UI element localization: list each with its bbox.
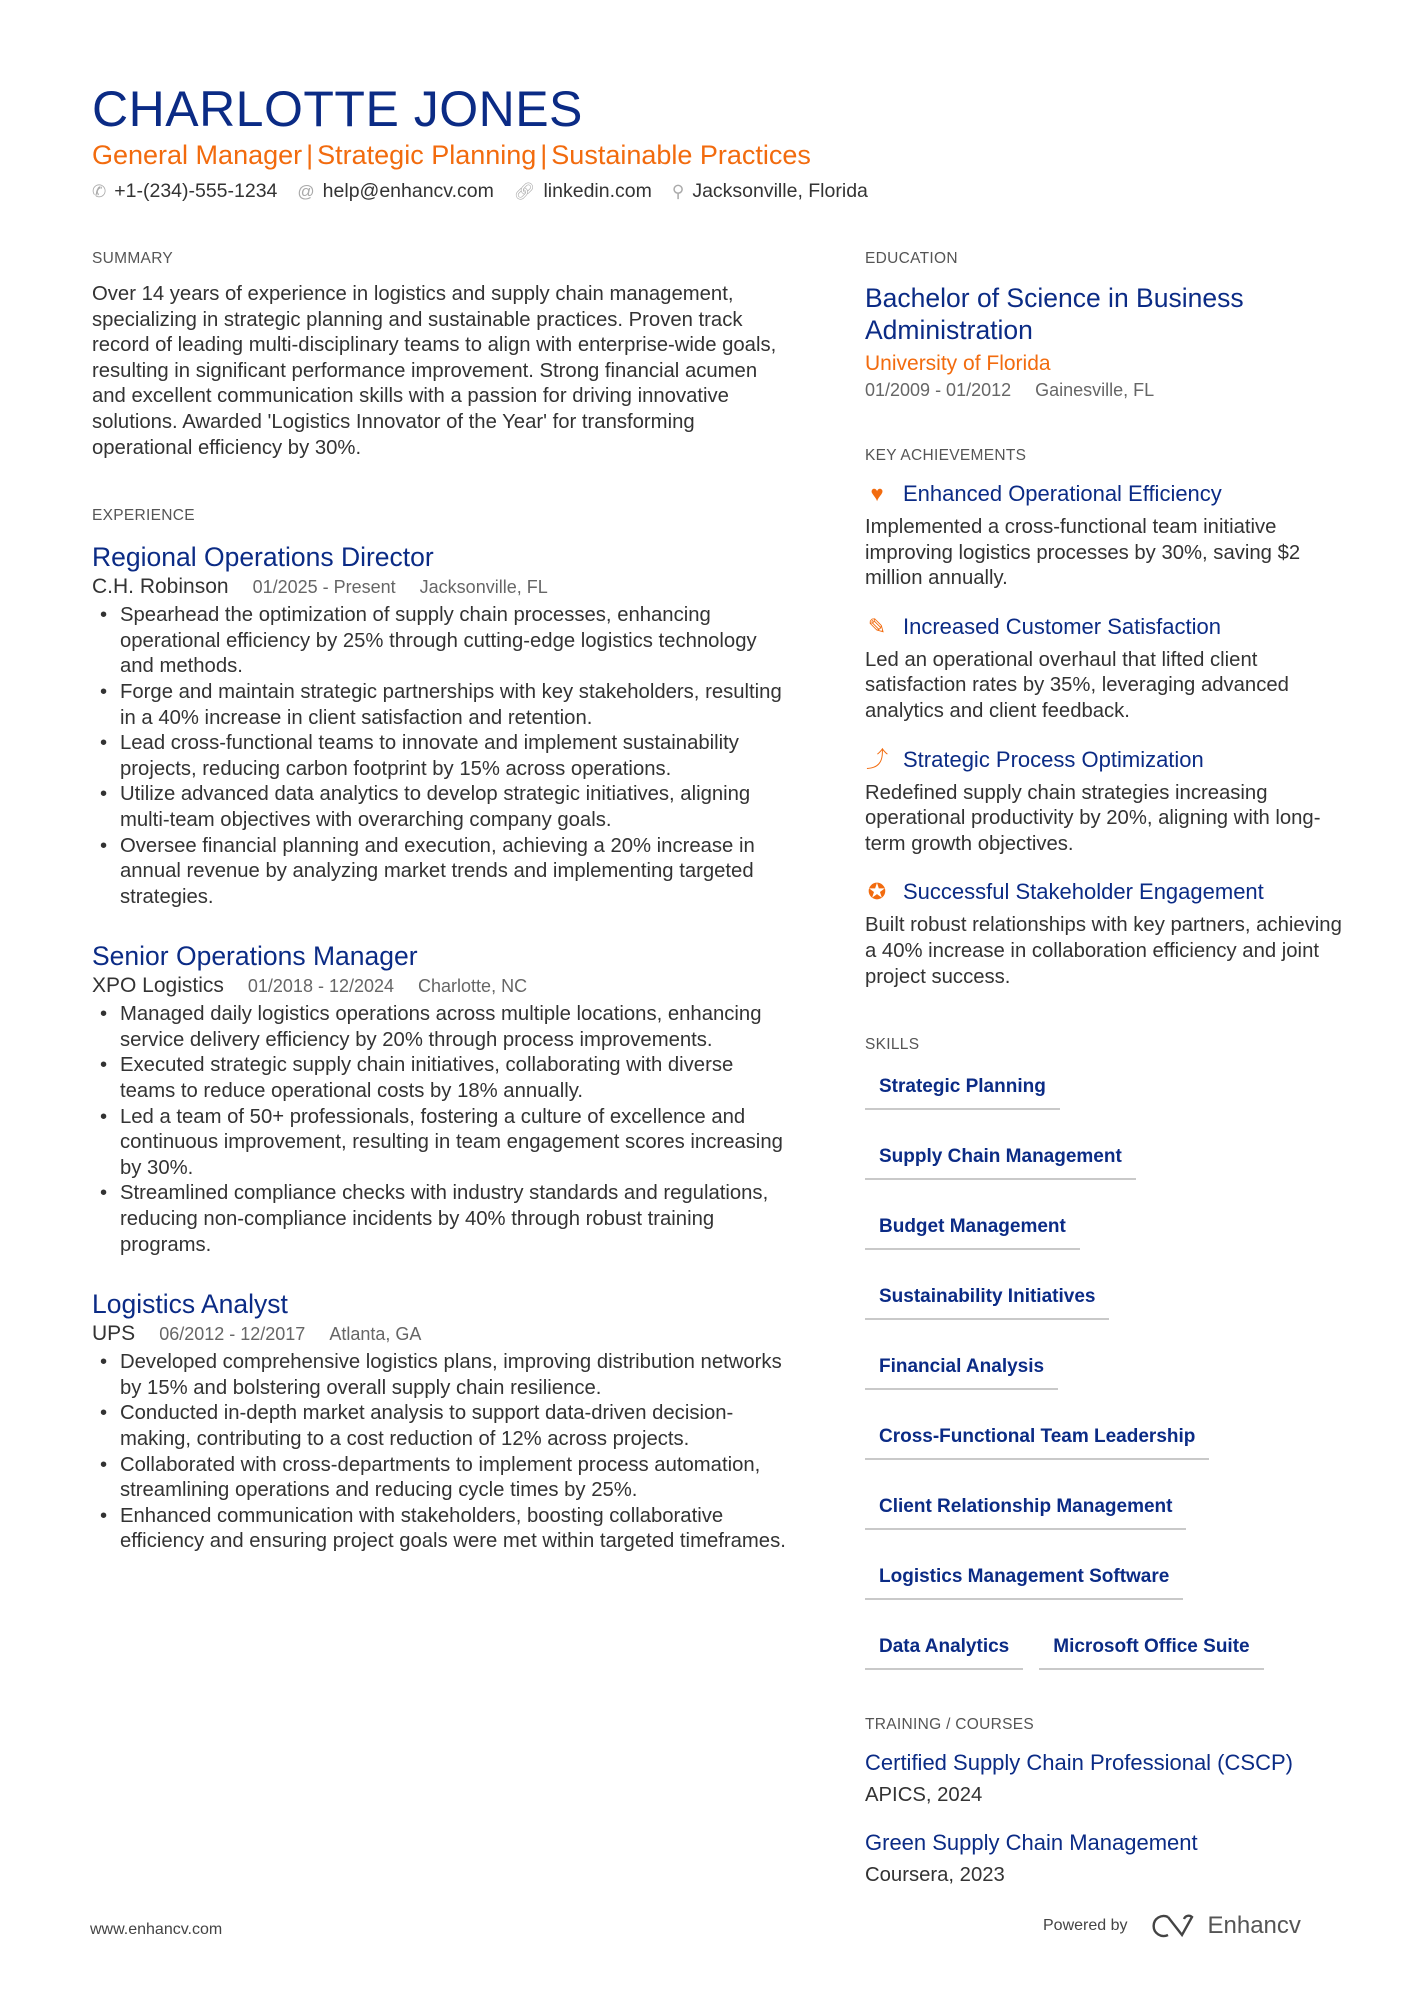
- left-column: [92, 250, 792, 1555]
- company: C.H. Robinson: [92, 575, 229, 599]
- link-icon: 🔗︎: [513, 181, 536, 201]
- magic-wand-icon: ✎: [867, 613, 887, 639]
- section-label: KEY ACHIEVEMENTS: [865, 447, 1027, 464]
- separator: |: [540, 140, 548, 170]
- bullet: • Lead cross-functional teams to innovate and implement sustainability projects, reducing carbon footprint by 15% across operations.: [92, 731, 792, 782]
- course-title: Certified Supply Chain Professional (CSCP): [865, 1750, 1293, 1776]
- linkedin-link[interactable]: linkedin.com: [543, 180, 652, 202]
- location-pin-icon: ⚲: [671, 181, 685, 201]
- location: Jacksonville, Florida: [692, 180, 868, 202]
- job-entry: [92, 940, 792, 1258]
- achievement-text: Led an operational overhaul that lifted client satisfaction rates by 35%, leveraging advanced analytics and client feedback.: [865, 648, 1289, 722]
- bullet: • Developed comprehensive logistics plans, improving distribution networks by 15% and bolstering overall supply chain resilience.: [92, 1350, 792, 1401]
- bullet: • Oversee financial planning and execution, achieving a 20% increase in annual revenue by analyzing market trends and implementing targeted strategies.: [92, 834, 792, 911]
- job-location: Jacksonville, FL: [419, 577, 548, 598]
- achievement: [865, 612, 1345, 725]
- bullet: • Managed daily logistics operations across multiple locations, enhancing service delivery efficiency by 20% through process improvements.: [92, 1002, 792, 1053]
- course-title: Green Supply Chain Management: [865, 1830, 1198, 1856]
- job-location: Atlanta, GA: [329, 1324, 422, 1345]
- school: University of Florida: [865, 352, 1051, 375]
- at-icon: @: [297, 181, 315, 201]
- phone[interactable]: +1-(234)-555-1234: [114, 180, 278, 202]
- achievement-title: Enhanced Operational Efficiency: [903, 481, 1222, 506]
- bullet: • Led a team of 50+ professionals, fostering a culture of excellence and continuous improvement, resulting in team engagement scores increasing by 30%.: [92, 1105, 792, 1182]
- bullet: • Collaborated with cross-departments to implement process automation, streamlining operations and reducing cycle times by 25%.: [92, 1453, 792, 1504]
- dates: 01/2025 - Present: [252, 577, 396, 598]
- brand-name: Enhancv: [1207, 1912, 1301, 1939]
- dates: 06/2012 - 12/2017: [159, 1324, 306, 1345]
- training-section: [865, 1716, 1345, 1890]
- footer-powered-by: [1043, 1912, 1301, 1940]
- achievements-section: [865, 447, 1345, 990]
- company: UPS: [92, 1322, 136, 1346]
- skill-tag: Financial Analysis: [865, 1348, 1058, 1390]
- degree: Bachelor of Science in Business Administration: [865, 283, 1244, 345]
- achievement-text: Built robust relationships with key partners, achieving a 40% increase in collaboration efficiency and joint project success.: [865, 914, 1342, 988]
- job-entry: [92, 541, 792, 910]
- award-icon: ✪: [867, 879, 887, 905]
- course: [865, 1748, 1345, 1810]
- achievement-title: Increased Customer Satisfaction: [903, 613, 1221, 639]
- job-entry: [92, 1288, 792, 1555]
- achievement: [865, 877, 1345, 990]
- achievement: [865, 745, 1345, 858]
- skill-tag: Strategic Planning: [865, 1068, 1060, 1110]
- bullet: • Spearhead the optimization of supply chain processes, enhancing operational efficiency by 25% through cutting-edge logistics technology and methods.: [92, 603, 792, 680]
- candidate-name: CHARLOTTE JONES: [92, 81, 583, 137]
- summary-text: Over 14 years of experience in logistics and supply chain management, specializing in strategic planning and sustainable practices. Proven track record of leading multi-disciplinary teams to align with enterprise-wide goals, resulting in significant performance improvement. Strong financial acumen and excellent communication skills with a passion for driving innovative solutions. Awarded 'Logistics Innovator of the Year' for transforming operational efficiency by 30%.: [92, 283, 777, 459]
- section-label: EDUCATION: [865, 250, 958, 267]
- right-column: [865, 250, 1345, 1890]
- skill-tag: Client Relationship Management: [865, 1488, 1186, 1530]
- headline-part: Sustainable Practices: [551, 140, 811, 170]
- bullet: • Streamlined compliance checks with industry standards and regulations, reducing non-compliance incidents by 40% through robust training programs.: [92, 1181, 792, 1258]
- skill-tag: Sustainability Initiatives: [865, 1278, 1109, 1320]
- job-title: Regional Operations Director: [92, 542, 434, 573]
- skill-tag: Logistics Management Software: [865, 1558, 1183, 1600]
- edu-location: Gainesville, FL: [1035, 380, 1155, 400]
- separator: |: [306, 140, 314, 170]
- strategy-icon: ⤴: [865, 746, 888, 772]
- skills-section: [865, 1036, 1345, 1670]
- skill-tag: Supply Chain Management: [865, 1138, 1136, 1180]
- heart-icon: ♥: [870, 481, 884, 506]
- achievement-title: Successful Stakeholder Engagement: [903, 879, 1264, 905]
- candidate-headline: [92, 140, 811, 171]
- bullet: • Conducted in-depth market analysis to support data-driven decision-making, contributing to a cost reduction of 12% across projects.: [92, 1401, 792, 1452]
- education-section: [865, 250, 1345, 401]
- footer-website[interactable]: www.enhancv.com: [90, 1921, 223, 1938]
- bullet: • Forge and maintain strategic partnerships with key stakeholders, resulting in a 40% increase in client satisfaction and retention.: [92, 680, 792, 731]
- headline-part: General Manager: [92, 140, 303, 170]
- course: [865, 1828, 1345, 1890]
- section-label: EXPERIENCE: [92, 507, 195, 525]
- headline-part: Strategic Planning: [317, 140, 537, 170]
- skill-tag: Cross-Functional Team Leadership: [865, 1418, 1209, 1460]
- bullet: • Utilize advanced data analytics to develop strategic initiatives, aligning multi-team objectives with overarching company goals.: [92, 782, 792, 833]
- section-label: SKILLS: [865, 1036, 920, 1054]
- contact-info: [92, 180, 868, 203]
- enhancv-logo-icon: [1152, 1913, 1198, 1939]
- skill-tag: Microsoft Office Suite: [1039, 1628, 1263, 1670]
- company: XPO Logistics: [92, 974, 224, 998]
- section-label: TRAINING / COURSES: [865, 1716, 1035, 1734]
- bullet: • Enhanced communication with stakeholders, boosting collaborative efficiency and ensuring project goals were met within targeted timeframes.: [92, 1504, 792, 1555]
- achievement-text: Implemented a cross-functional team initiative improving logistics processes by 30%, saving $2 million annually.: [865, 516, 1301, 590]
- dates: 01/2018 - 12/2024: [247, 976, 395, 997]
- course-provider: Coursera, 2023: [865, 1864, 1005, 1887]
- skill-tag: Budget Management: [865, 1208, 1080, 1250]
- enhancv-logo[interactable]: [1152, 1912, 1301, 1940]
- achievement-text: Redefined supply chain strategies increasing operational productivity by 20%, aligning with long-term growth objectives.: [865, 781, 1321, 855]
- job-title: Logistics Analyst: [92, 1289, 288, 1320]
- powered-by-label: Powered by: [1043, 1917, 1128, 1934]
- achievement-title: Strategic Process Optimization: [903, 746, 1204, 772]
- email[interactable]: help@enhancv.com: [322, 180, 494, 202]
- phone-icon: ✆: [92, 181, 107, 201]
- job-location: Charlotte, NC: [418, 976, 528, 997]
- section-label: SUMMARY: [92, 250, 174, 267]
- course-provider: APICS, 2024: [865, 1784, 983, 1807]
- achievement: [865, 479, 1345, 592]
- experience-section: [92, 507, 792, 1555]
- dates: 01/2009 - 01/2012: [865, 380, 1012, 400]
- job-title: Senior Operations Manager: [92, 941, 418, 972]
- skill-tag: Data Analytics: [865, 1628, 1023, 1670]
- bullet: • Executed strategic supply chain initiatives, collaborating with diverse teams to reduce operational costs by 18% annually.: [92, 1053, 792, 1104]
- summary-section: [92, 250, 792, 461]
